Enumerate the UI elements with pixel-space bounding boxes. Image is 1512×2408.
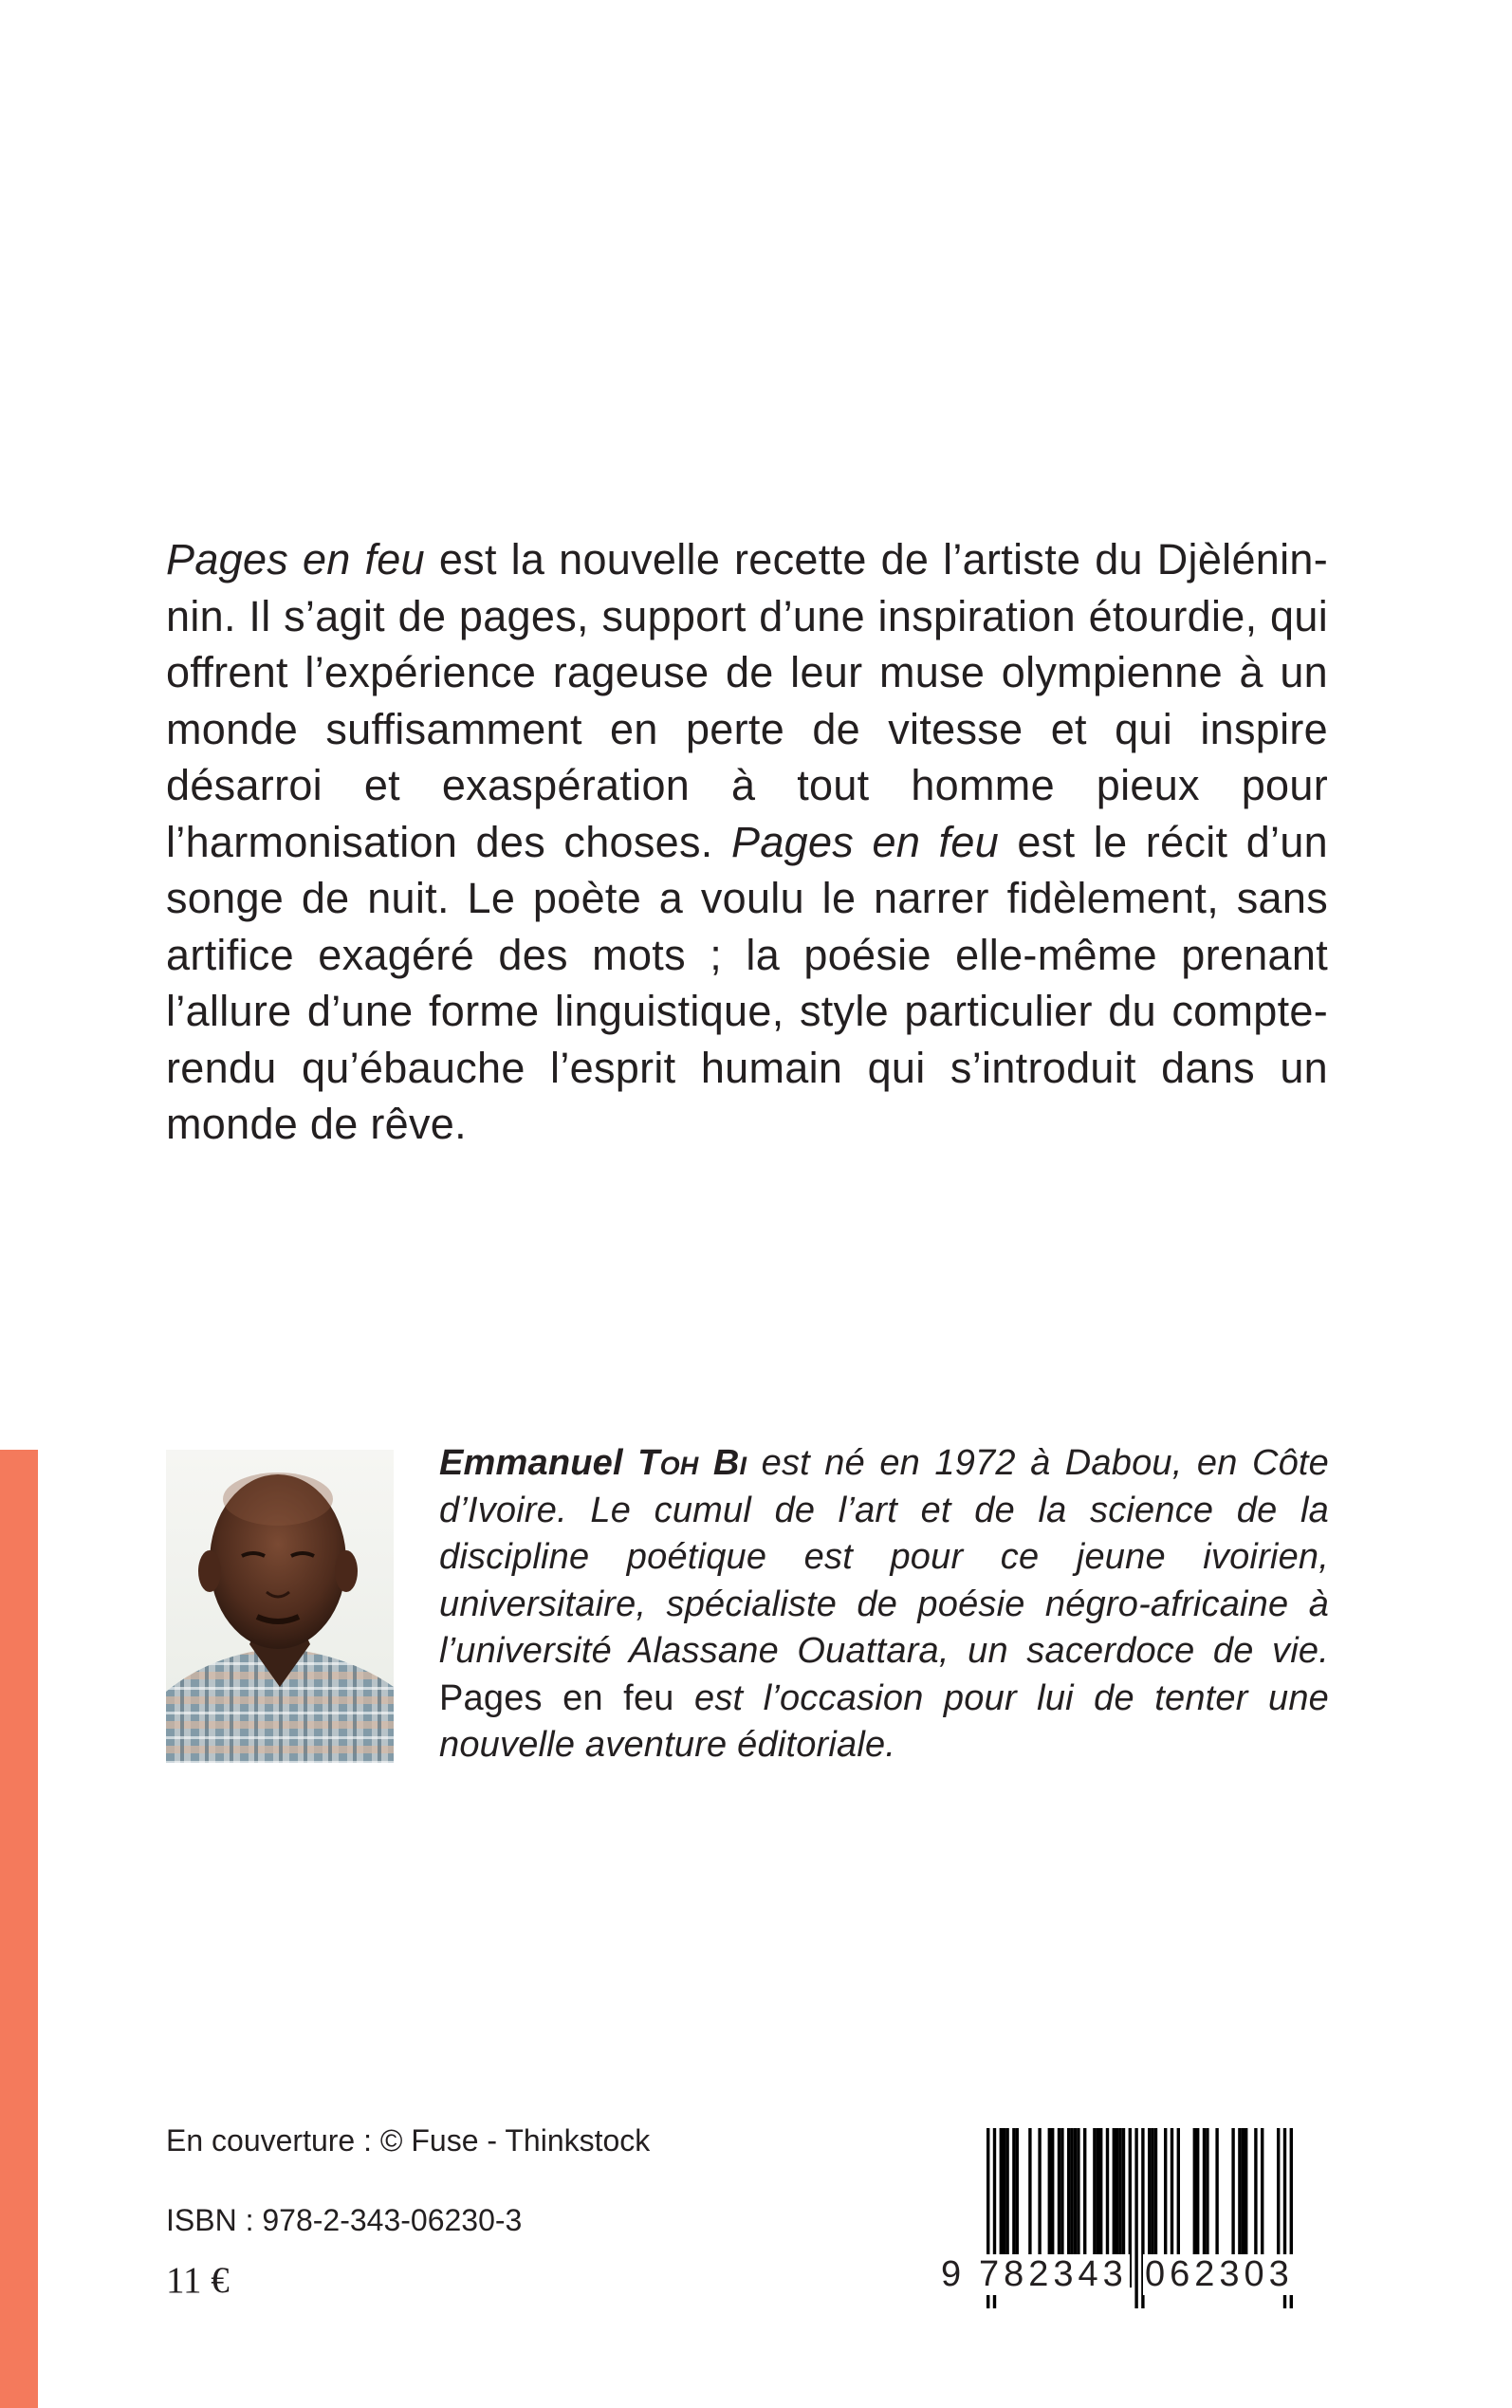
blurb-title-1: Pages en feu [166,535,425,583]
bio-text-1: est né en 1972 à Dabou, en Côte d’Ivoire. Le cumul de l’art et de la science de la discipline poétique est pour ce jeune ivoirien, universitaire, spécialiste de poésie négro-africaine à l’université Alassane Ouattara, un sacerdoce de vie. [439,1443,1330,1671]
author-photo [166,1450,394,1763]
isbn-number: ISBN : 978-2-343-06230-3 [166,2203,523,2237]
blurb-text-1: est la nouvelle recette de l’artiste du Djèlénin-nin. Il s’agit de pages, support d’une inspiration étourdie, qui offrent l’expérience rageuse de leur muse olympienne à un monde suffisamment en perte de vitesse et qui inspire désarroi et exaspération à tout homme pieux pour l’harmonisation des choses. [166,535,1329,866]
author-name [439,1443,747,1483]
back-cover-blurb [166,531,1328,1153]
barcode-right-group: 062303 [1145,2254,1294,2294]
bio-text-2: est l’occasion pour lui de tenter une nouvelle aventure éditoriale. [439,1677,1329,1765]
author-surname-2: Bi [712,1443,747,1483]
author-first-name: Emmanuel [439,1443,623,1483]
barcode-left-group: 782343 [979,2254,1128,2294]
author-biography [439,1440,1329,1769]
blurb-title-2: Pages en feu [731,817,1000,866]
blurb-text-2: est le récit d’un songe de nuit. Le poète a voulu le narrer fidèlement, sans artifice exagéré des mots ; la poésie elle-même prenant l’allure d’une forme linguistique, style particulier du compte-rendu qu’ébauche l’esprit humain qui s’introduit dans un monde de rêve. [166,817,1328,1148]
cover-credit: En couverture : © Fuse - Thinkstock [166,2123,651,2158]
barcode-first-digit: 9 [941,2254,962,2294]
orange-side-strip [0,1450,38,2408]
author-surname-1: Toh [637,1443,699,1483]
price: 11 € [166,2260,230,2301]
bio-book-title: Pages en feu [439,1677,674,1718]
barcode-digits [939,2254,1328,2302]
